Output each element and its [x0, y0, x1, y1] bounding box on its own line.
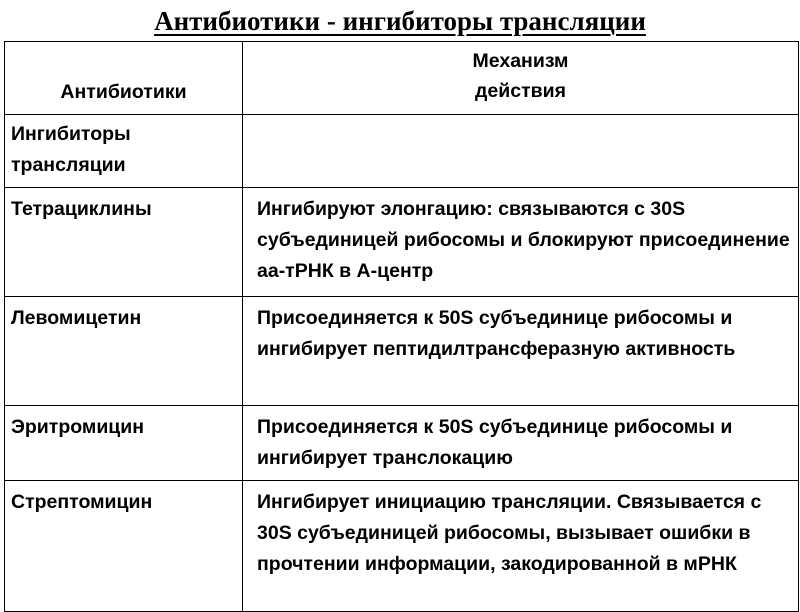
table-row	[5, 406, 799, 481]
antibiotic-name: Левомицетин	[5, 297, 243, 406]
antibiotic-name: Тетрациклины	[5, 188, 243, 297]
table-row	[5, 481, 799, 612]
page-title	[0, 5, 800, 37]
mechanism-text: Ингибирует инициацию трансляции. Связывается с 30S субъединицей рибосомы, вызывает ошибки в прочтении информации, закодированной в мРНК	[243, 481, 799, 612]
antibiotic-name: Ингибиторы трансляции	[5, 115, 243, 188]
antibiotic-name: Стрептомицин	[5, 481, 243, 612]
table-row	[5, 297, 799, 406]
antibiotic-name: Эритромицин	[5, 406, 243, 481]
table-row	[5, 188, 799, 297]
mechanism-text: Присоединяется к 50S субъединице рибосомы и ингибирует пептидилтрансферазную активность	[243, 297, 799, 406]
mechanism-text: Ингибируют элонгацию: связываются с 30S субъединицей рибосомы и блокируют присоединение аа-тРНК в А-центр	[243, 188, 799, 297]
header-antibiotics: Антибиотики	[5, 42, 243, 115]
table-header-row	[5, 42, 799, 115]
header-mechanism-line1: Механизм	[472, 50, 569, 72]
header-mechanism	[243, 42, 799, 115]
mechanism-text: Присоединяется к 50S субъединице рибосомы и ингибирует транслокацию	[243, 406, 799, 481]
page-title-text: Антибиотики - ингибиторы трансляции	[154, 6, 646, 36]
header-mechanism-line2: действия	[475, 80, 566, 102]
table-row	[5, 115, 799, 188]
antibiotics-table	[4, 41, 799, 612]
mechanism-text	[243, 115, 799, 188]
